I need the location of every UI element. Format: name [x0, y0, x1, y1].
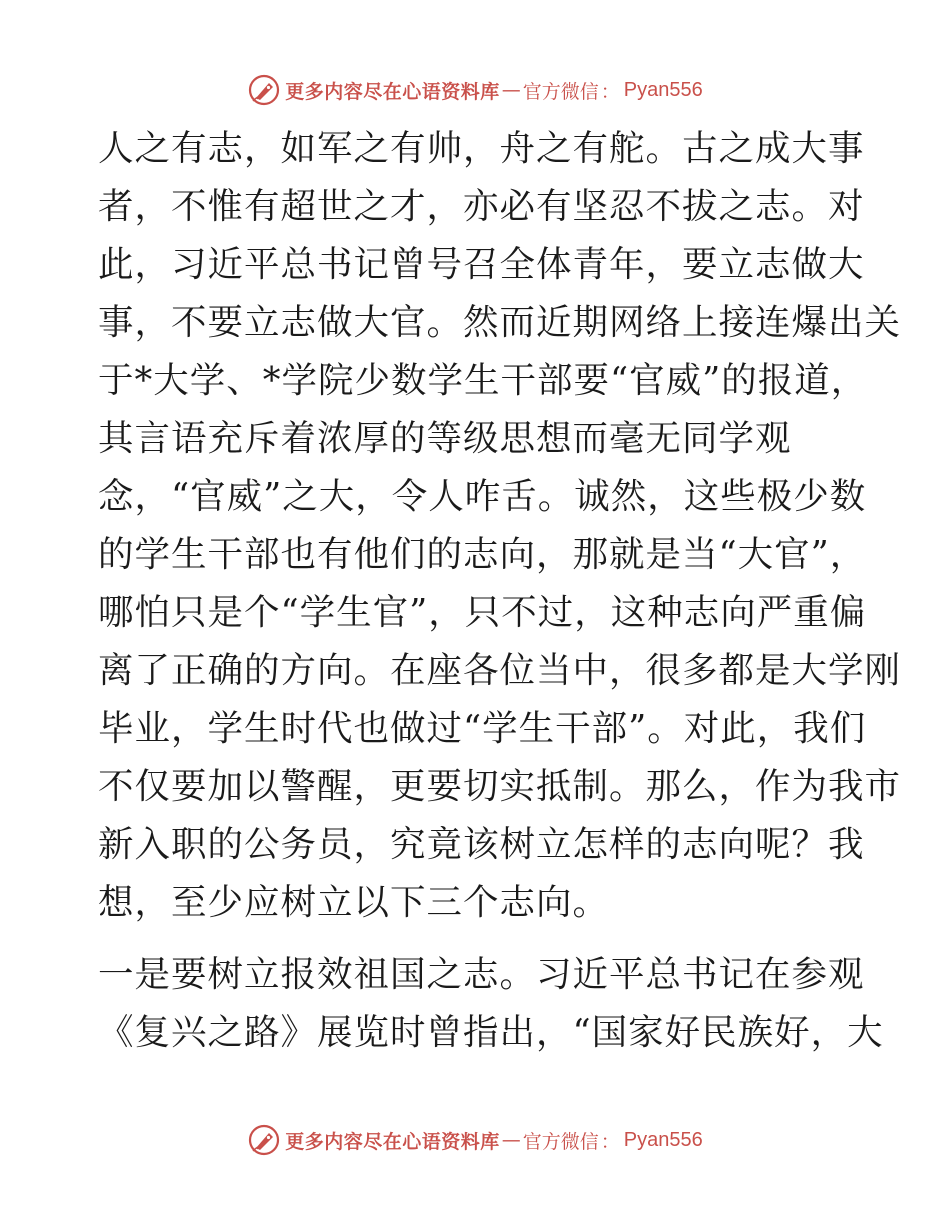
pen-nib-logo-icon — [247, 73, 281, 107]
text-line: 想，至少应树立以下三个志向。 — [98, 882, 610, 923]
pen-nib-logo-icon — [247, 1123, 281, 1157]
banner-separator: — — [501, 79, 521, 101]
banner-separator: — — [501, 1129, 521, 1151]
banner-colon: ： — [600, 1130, 620, 1153]
text-line: 其言语充斥着浓厚的等级思想而毫无同学观 — [98, 418, 792, 459]
text-line: 念，“官威”之大，令人咋舌。诚然，这些极少数 — [98, 476, 867, 517]
paragraph-gap — [98, 932, 858, 946]
header-banner — [0, 72, 950, 108]
banner-main-text: 更多内容尽在心语资料库 — [285, 1130, 500, 1153]
text-line: 离了正确的方向。在座各位当中，很多都是大学刚 — [98, 650, 902, 691]
text-line: 者，不惟有超世之才，亦必有坚忍不拔之志。对 — [98, 186, 865, 227]
document-body — [98, 120, 902, 1062]
paragraph-1 — [98, 120, 902, 932]
text-line: 一是要树立报效祖国之志。习近平总书记在参观 — [98, 954, 865, 995]
text-line: 此，习近平总书记曾号召全体青年，要立志做大 — [98, 244, 865, 285]
text-line: 《复兴之路》展览时曾指出，“国家好民族好，大 — [98, 1012, 884, 1053]
text-line: 不仅要加以警醒，更要切实抵制。那么，作为我市 — [98, 766, 902, 807]
banner-wechat-id: Pyan556 — [623, 1128, 703, 1151]
banner-colon: ： — [600, 80, 620, 103]
text-line: 事，不要立志做大官。然而近期网络上接连爆出关 — [98, 302, 902, 343]
paragraph-2 — [98, 946, 884, 1062]
banner-wechat-label: 官方微信 — [522, 80, 599, 103]
text-line: 于*大学、*学院少数学生干部要“官威”的报道， — [98, 360, 868, 401]
text-line: 新入职的公务员，究竟该树立怎样的志向呢？我 — [98, 824, 865, 865]
text-line: 哪怕只是个“学生官”，只不过，这种志向严重偏 — [98, 592, 867, 633]
text-line: 人之有志，如军之有帅，舟之有舵。古之成大事 — [98, 128, 865, 169]
banner-main-text: 更多内容尽在心语资料库 — [285, 80, 500, 103]
text-line: 毕业，学生时代也做过“学生干部”。对此，我们 — [98, 708, 867, 749]
banner-wechat-id: Pyan556 — [623, 78, 703, 101]
text-line: 的学生干部也有他们的志向，那就是当“大官”， — [98, 534, 867, 575]
banner-wechat-label: 官方微信 — [522, 1130, 599, 1153]
footer-banner — [0, 1122, 950, 1158]
